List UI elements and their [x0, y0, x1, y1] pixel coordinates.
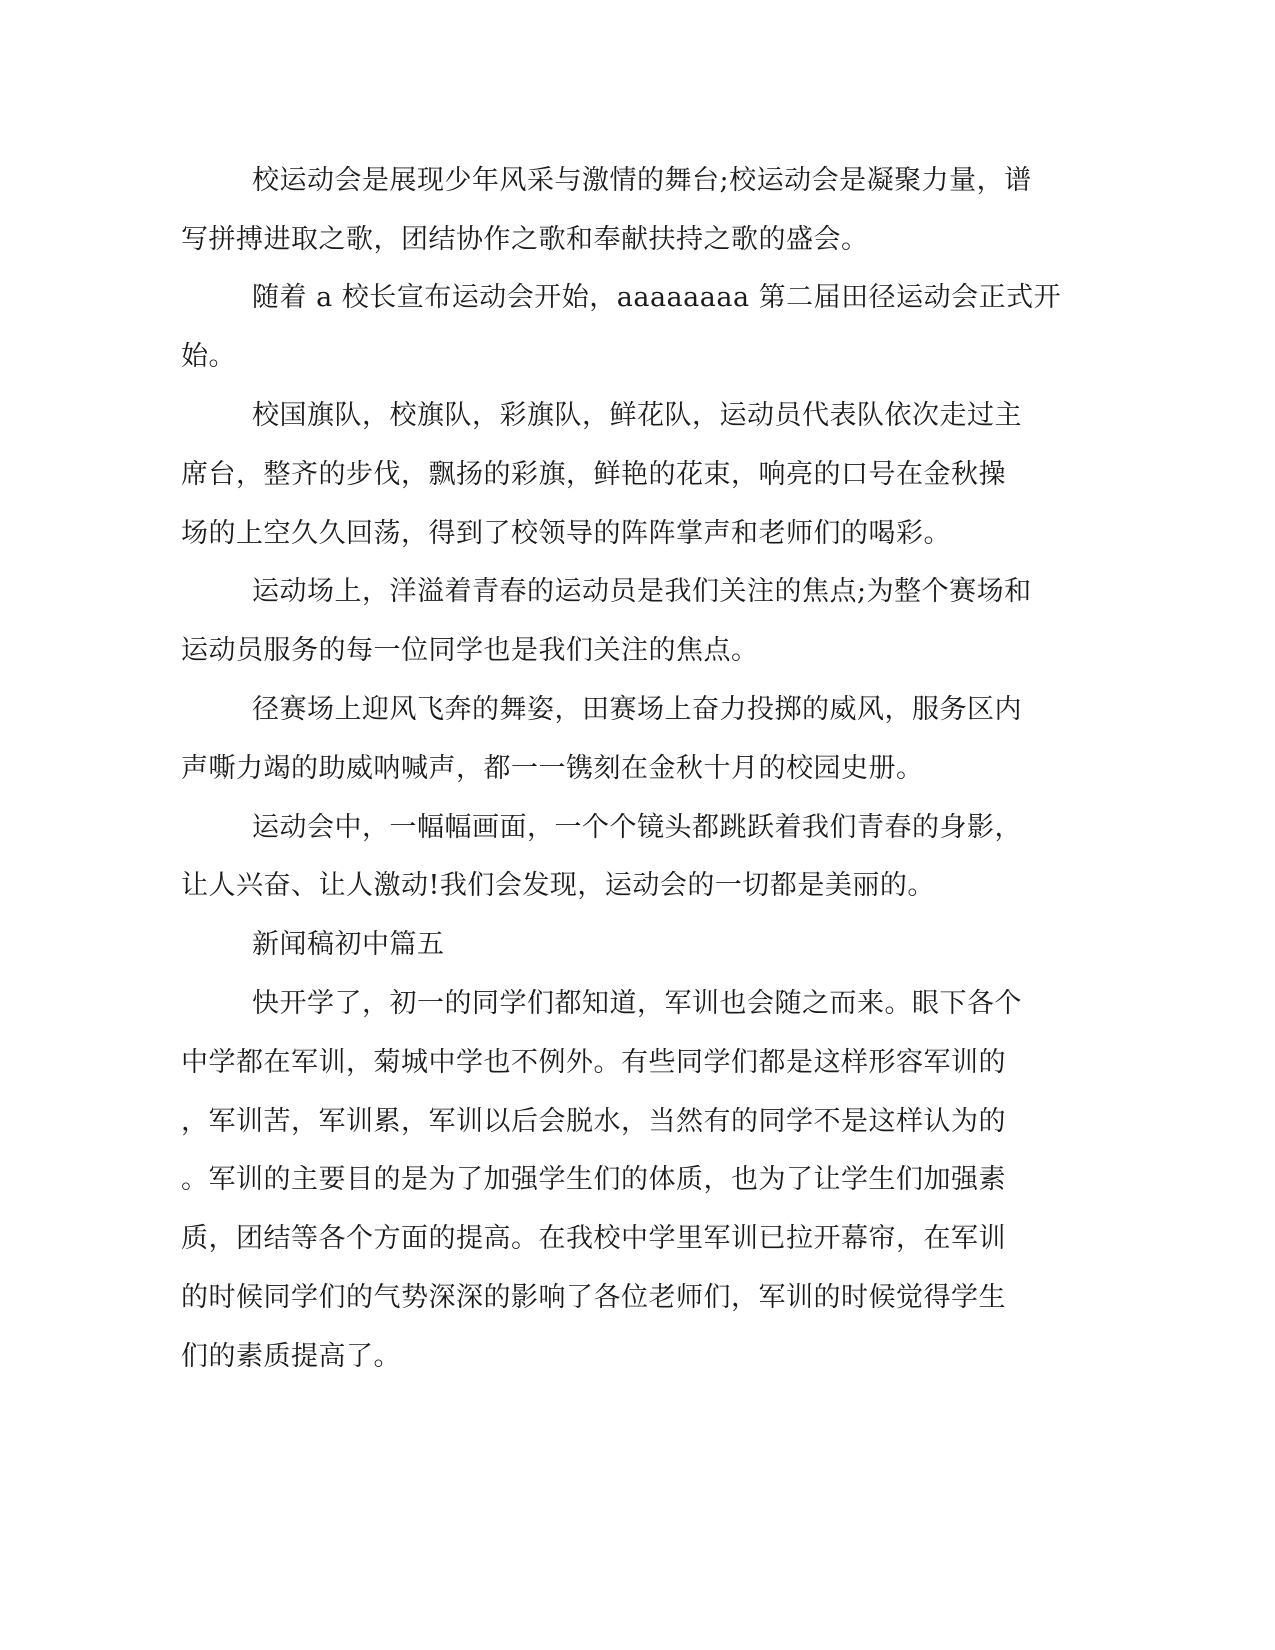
paragraph-line: 快开学了，初一的同学们都知道，军训也会随之而来。眼下各个	[252, 988, 1022, 1019]
paragraph-line: 始。	[181, 341, 236, 372]
paragraph-line: 让人兴奋、让人激动!我们会发现，运动会的一切都是美丽的。	[181, 870, 935, 901]
paragraph-line: 随着 a 校长宣布运动会开始，aaaaaaaa 第二届田径运动会正式开	[252, 282, 1062, 313]
paragraph-line: 席台，整齐的步伐，飘扬的彩旗，鲜艳的花束，响亮的口号在金秋操	[181, 459, 1006, 490]
paragraph-line: 径赛场上迎风飞奔的舞姿，田赛场上奋力投掷的威风，服务区内	[252, 694, 1022, 725]
paragraph-line: 写拼搏进取之歌，团结协作之歌和奉献扶持之歌的盛会。	[181, 224, 869, 255]
paragraph-line: 校运动会是展现少年风采与激情的舞台;校运动会是凝聚力量，谱	[252, 165, 1032, 196]
paragraph-line: 运动会中，一幅幅画面，一个个镜头都跳跃着我们青春的身影，	[252, 812, 1022, 843]
paragraph-line: 校国旗队，校旗队，彩旗队，鲜花队，运动员代表队依次走过主	[252, 400, 1022, 431]
paragraph-line: 们的素质提高了。	[181, 1341, 401, 1372]
paragraph-line: 。军训的主要目的是为了加强学生们的体质，也为了让学生们加强素	[181, 1164, 1006, 1195]
paragraph-line: 的时候同学们的气势深深的影响了各位老师们，军训的时候觉得学生	[181, 1282, 1006, 1313]
paragraph-line: 场的上空久久回荡，得到了校领导的阵阵掌声和老师们的喝彩。	[181, 518, 951, 549]
section-heading: 新闻稿初中篇五	[252, 929, 445, 960]
paragraph-line: 运动场上，洋溢着青春的运动员是我们关注的焦点;为整个赛场和	[252, 576, 1032, 607]
paragraph-line: 声嘶力竭的助威呐喊声，都一一镌刻在金秋十月的校园史册。	[181, 753, 924, 784]
paragraph-line: ，军训苦，军训累，军训以后会脱水，当然有的同学不是这样认为的	[181, 1106, 1006, 1137]
paragraph-line: 质，团结等各个方面的提高。在我校中学里军训已拉开幕帘，在军训	[181, 1223, 1006, 1254]
paragraph-line: 中学都在军训，菊城中学也不例外。有些同学们都是这样形容军训的	[181, 1047, 1006, 1078]
paragraph-line: 运动员服务的每一位同学也是我们关注的焦点。	[181, 635, 759, 666]
